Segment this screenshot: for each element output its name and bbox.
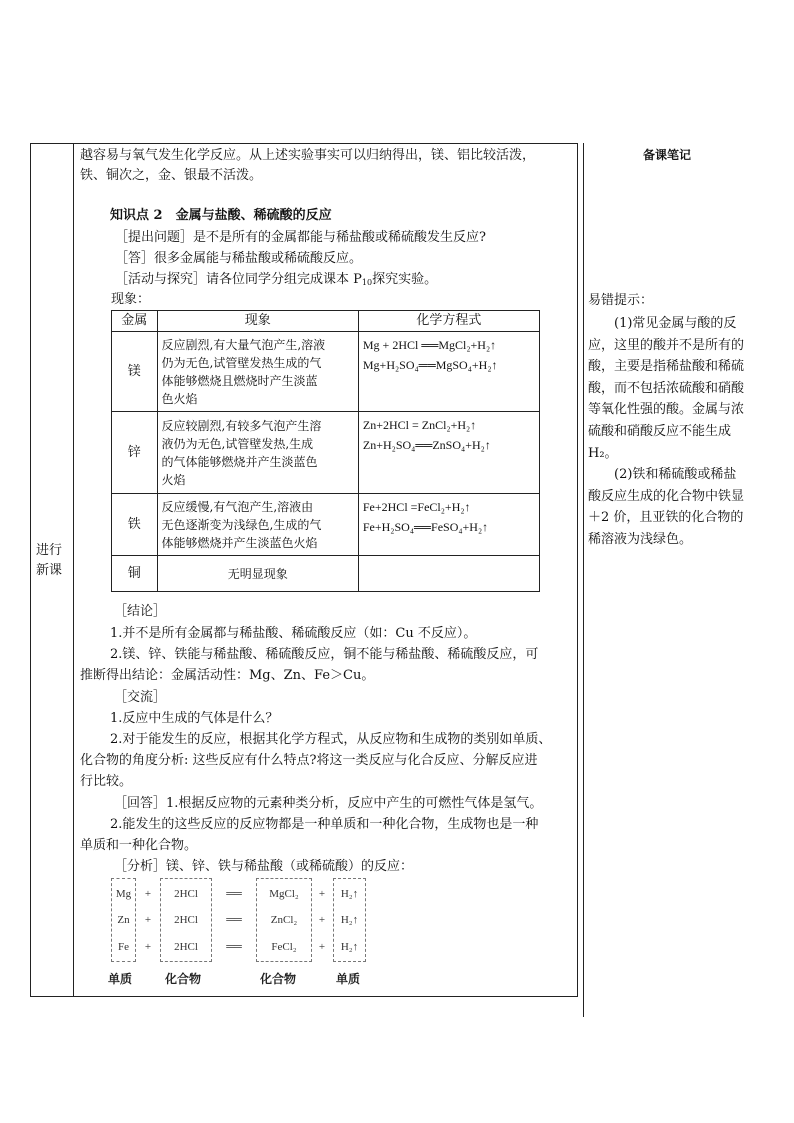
conclusion-2b: 推断得出结论：金属活动性：Mg、Zn、Fe＞Cu。 <box>80 668 375 683</box>
tips-line: H₂。 <box>588 445 618 461</box>
diagram-acid: 2HCl <box>174 941 198 953</box>
side-header: 备课笔记 <box>643 148 692 162</box>
knowledge-point-title: 知识点 2 金属与盐酸、稀硫酸的反应 <box>110 208 332 223</box>
tips-line: (1)常见金属与酸的反 <box>588 316 737 331</box>
conclusion-1: 1.并不是所有金属都与稀盐酸、稀硫酸反应（如：Cu 不反应）。 <box>110 626 477 641</box>
column-divider <box>73 143 74 997</box>
table-header-cell: 现象 <box>157 311 358 332</box>
table-row <box>112 556 540 592</box>
diagram-gas: H₂↑ <box>340 941 359 953</box>
exchange-2b: 化合物的角度分析: 这些反应有什么特点?将这一类反应与化合反应、分解反应进 <box>80 753 538 768</box>
phenomenon-cell: 反应较剧烈,有较多气泡产生溶 液仍为无色,试管壁发热,生成 的气体能够燃烧并产生淡蓝色 火焰 <box>157 412 358 494</box>
table-header-cell: 金属 <box>112 311 158 332</box>
diagram-plus: + <box>144 888 152 900</box>
tips-line: ＋2 价，且亚铁的化合物的 <box>588 510 744 526</box>
answer: ［答］很多金属能与稀盐酸或稀硫酸反应。 <box>115 251 363 266</box>
conclusion-label: ［结论］ <box>114 604 167 619</box>
notes-divider <box>583 143 584 1017</box>
diagram-gas: H₂↑ <box>340 888 359 900</box>
diagram-category-label: 化合物 <box>260 972 297 986</box>
metal-cell: 镁 <box>112 332 158 412</box>
diagram-category-label: 单质 <box>108 972 133 986</box>
table-row <box>112 332 540 412</box>
diagram-plus: + <box>318 914 326 926</box>
table-row <box>112 494 540 556</box>
tips-line: (2)铁和稀硫酸或稀盐 <box>588 467 737 483</box>
equation-cell: Mg + 2HCl ══MgCl₂+H₂↑ Mg+H₂SO₄══MgSO₄+H₂↑ <box>358 332 539 412</box>
exchange-1: 1.反应中生成的气体是什么？ <box>110 711 279 726</box>
tips-line: 应，这里的酸并不是所有的 <box>588 337 745 353</box>
intro-line-1: 越容易与氧气发生化学反应。从上述实验事实可以归纳得出，镁、铝比较活泼， <box>80 148 536 163</box>
tips-line: 酸，主要是指稀盐酸和稀硫 <box>588 359 745 375</box>
tips-line: 等氧化性强的酸。金属与浓 <box>588 402 745 418</box>
analysis-label: ［分析］镁、锌、铁与稀盐酸（或稀硫酸）的反应： <box>114 859 414 874</box>
tips-line: 酸反应生成的化合物中铁显 <box>588 488 745 504</box>
diagram-acid: 2HCl <box>174 914 198 926</box>
phenomenon-cell: 无明显现象 <box>157 556 358 592</box>
phenomenon-cell: 反应剧烈,有大量气泡产生,溶液 仍为无色,试管壁发热生成的气 体能够燃烧且燃烧时产生淡蓝 色火焰 <box>157 332 358 412</box>
tips-title: 易错提示： <box>588 293 654 308</box>
diagram-equals: ══ <box>226 888 242 900</box>
observation-table <box>111 310 540 592</box>
metal-cell: 锌 <box>112 412 158 494</box>
diagram-gas: H₂↑ <box>340 914 359 926</box>
diagram-metal: Mg <box>115 888 132 900</box>
diagram-acid: 2HCl <box>174 888 198 900</box>
reply-1: ［回答］1.根据反应物的元素种类分析，反应中产生的可燃性气体是氢气。 <box>114 796 543 811</box>
table-header-row <box>112 311 540 332</box>
diagram-metal: Fe <box>118 941 129 953</box>
reply-2b: 单质和一种化合物。 <box>80 838 198 853</box>
diagram-equals: ══ <box>226 941 242 953</box>
diagram-salt: ZnCl₂ <box>270 914 298 926</box>
exchange-label: ［交流］ <box>114 690 167 705</box>
diagram-category-label: 化合物 <box>165 972 202 986</box>
activity: ［活动与探究］请各位同学分组完成课本 $P_{10}$探究实验。 <box>115 272 438 287</box>
exchange-2a: 2.对于能发生的反应，根据其化学方程式，从反应物和生成物的类别如单质、 <box>110 732 552 747</box>
tips-line: 酸，而不包括浓硫酸和硝酸 <box>588 380 745 396</box>
metal-cell: 铁 <box>112 494 158 556</box>
diagram-salt: FeCl₂ <box>271 941 297 953</box>
conclusion-2a: 2.镁、锌、铁能与稀盐酸、稀硫酸反应，铜不能与稀盐酸、稀硫酸反应，可 <box>110 647 539 662</box>
phenomenon-label: 现象： <box>111 292 151 307</box>
tips-line: 硫酸和硝酸反应不能生成 <box>588 424 732 439</box>
table-row <box>112 412 540 494</box>
diagram-category-label: 单质 <box>336 972 361 986</box>
diagram-metal: Zn <box>117 914 130 926</box>
tips-line: 稀溶液为浅绿色。 <box>588 532 693 547</box>
equation-cell: Zn+2HCl = ZnCl₂+H₂↑ Zn+H₂SO₄══ZnSO₄+H₂↑ <box>358 412 539 494</box>
diagram-plus: + <box>144 914 152 926</box>
question: ［提出问题］是不是所有的金属都能与稀盐酸或稀硫酸发生反应? <box>115 230 486 245</box>
table-header-cell: 化学方程式 <box>358 311 539 332</box>
reply-2a: 2.能发生的这些反应的反应物都是一种单质和一种化合物，生成物也是一种 <box>110 817 539 832</box>
row-label-2: 新课 <box>36 563 63 578</box>
equation-cell <box>358 556 539 592</box>
row-label-1: 进行 <box>36 543 63 558</box>
diagram-salt: MgCl₂ <box>269 888 299 900</box>
intro-line-2: 铁、铜次之，金、银最不活泼。 <box>80 168 263 183</box>
diagram-plus: + <box>318 888 326 900</box>
diagram-plus: + <box>144 941 152 953</box>
exchange-2c: 行比较。 <box>80 774 133 789</box>
diagram-plus: + <box>318 941 326 953</box>
phenomenon-cell: 反应缓慢,有气泡产生,溶液由 无色逐渐变为浅绿色,生成的气 体能够燃烧并产生淡蓝色火焰 <box>157 494 358 556</box>
equation-cell: Fe+2HCl =FeCl₂+H₂↑ Fe+H₂SO₄══FeSO₄+H₂↑ <box>358 494 539 556</box>
diagram-equals: ══ <box>226 914 242 926</box>
metal-cell: 铜 <box>112 556 158 592</box>
